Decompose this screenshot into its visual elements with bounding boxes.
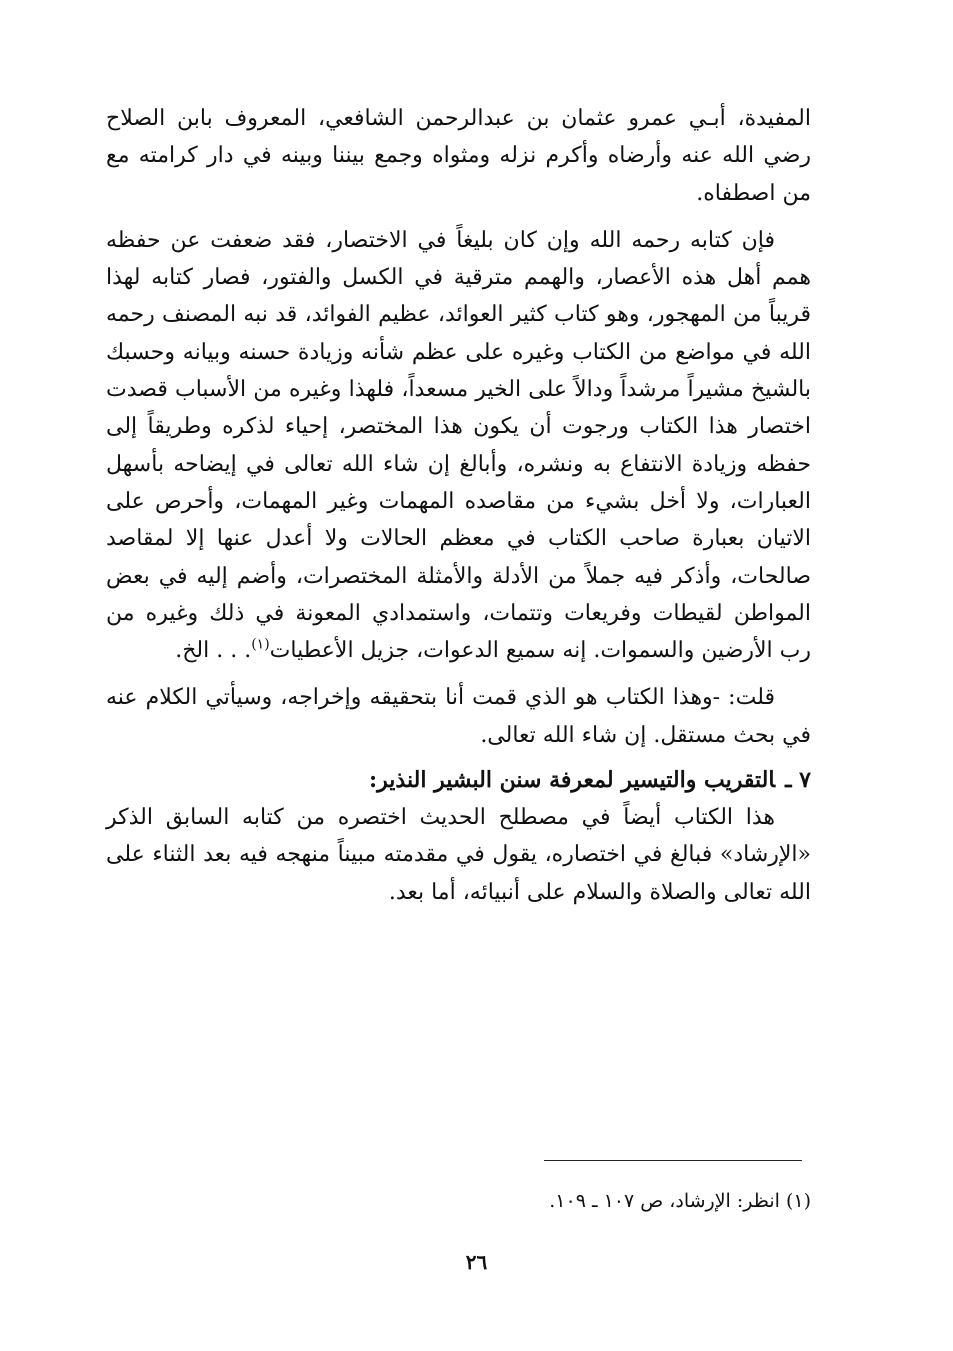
page-body [106, 100, 811, 911]
section-number: ٧ ـ [785, 767, 811, 794]
paragraph-section-body: هذا الكتاب أيضاً في مصطلح الحديث اختصره من كتابه السابق الذكر «الإرشاد» فبالغ في اختصاره، يقول في مقدمته مبيناً منهجه فيه بعد الثناء على الله تعالى والصلاة والسلام على أنبيائه، أما بعد. [106, 805, 811, 905]
page-number: ٢٦ [465, 1250, 488, 1274]
footnote-divider [544, 1160, 802, 1161]
paragraph-intro: المفيدة، أبـي عمرو عثمان بن عبدالرحمن الشافعي، المعروف بابن الصلاح رضي الله عنه وأرضاه وأكرم نزله ومثواه وجمع بيننا وبينه في دار كرامته مع من اصطفاه. [106, 106, 811, 206]
paragraph-quote [106, 222, 811, 670]
paragraph-note: قلت: -وهذا الكتاب هو الذي قمت أنا بتحقيقه وإخراجه، وسيأتي الكلام عنه في بحث مستقل. إن شاء الله تعالى. [106, 685, 811, 748]
paragraph-quote-ellipsis: . . . الخ. [175, 638, 252, 664]
paragraph-quote-text: فإن كتابه رحمه الله وإن كان بليغاً في الاختصار، فقد ضعفت عن حفظه همم أهل هذه الأعصار، والهمم مترقية في الكسل والفتور، فصار كتابه لهذا قريباً من المهجور، وهو كتاب كثير العوائد، عظيم الفوائد، قد نبه المصنف رحمه الله في مواضع من الكتاب وغيره على عظم شأنه وزيادة حسنه وبيانه وحسبك بالشيخ مشيراً مرشداً ودالاً على الخير مسعداً، فلهذا وغيره من الأسباب قصدت اختصار هذا الكتاب ورجوت أن يكون هذا المختصر، إحياء لذكره وطريقاً إلى حفظه وزيادة الانتفاع به ونشره، وأبالغ إن شاء الله تعالى في إيضاحه بأسهل العبارات، ولا أخل بشيء من مقاصده المهمات وغير المهمات، وأحرص على الاتيان بعبارة صاحب الكتاب في معظم الحالات ولا أعدل عنها إلا لمقاصد صالحات، وأذكر فيه جملاً من الأدلة والأمثلة المختصرات، وأضم إليه في بعض المواطن لقيطات وفريعات وتتمات، واستمدادي المعونة في ذلك وغيره من رب الأرضين والسموات. إنه سميع الدعوات، جزيل الأعطيات [106, 227, 811, 664]
section-title: التقريب والتيسير لمعرفة سنن البشير النذير: [369, 767, 776, 794]
section-heading [106, 762, 811, 799]
footnote: (١) انظر: الإرشاد، ص ١٠٧ ـ ١٠٩. [549, 1190, 811, 1212]
footnote-reference[interactable]: (١) [251, 636, 270, 653]
